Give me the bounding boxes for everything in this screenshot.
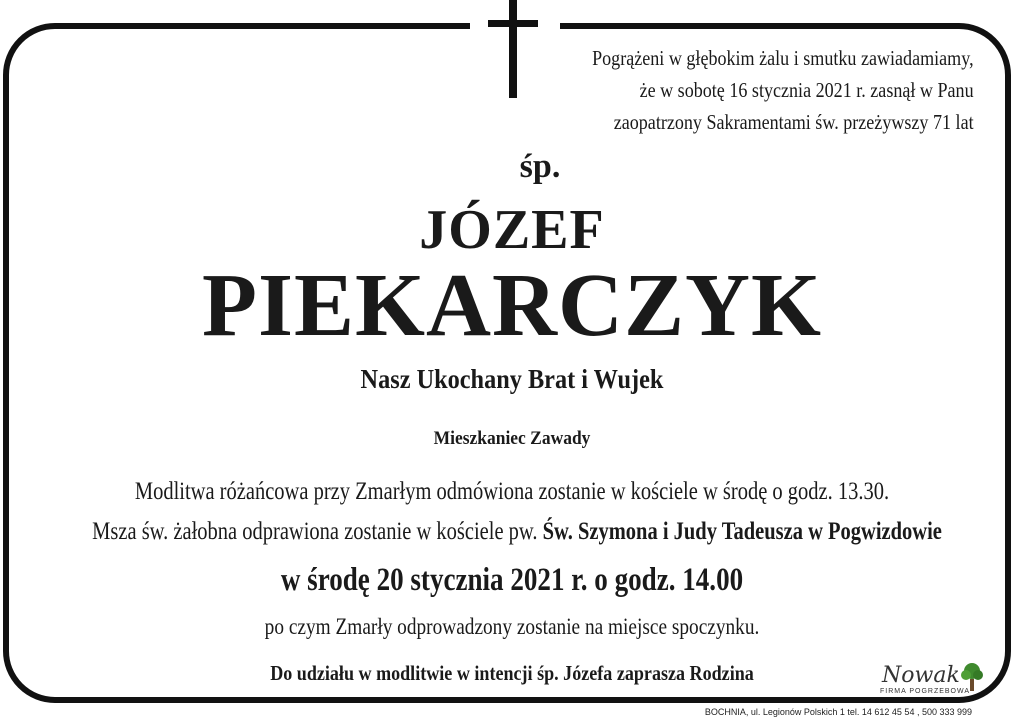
relation-line: Nasz Ukochany Brat i Wujek [360, 364, 664, 394]
residence-line: Mieszkaniec Zawady [433, 428, 591, 449]
invitation-line: Do udziału w modlitwie w intencji śp. Józefa zaprasza Rodzina [270, 661, 754, 685]
cross-icon [509, 0, 517, 98]
mass-church: Św. Szymona i Judy Tadeusza w Pogwizdowie [542, 518, 942, 545]
intro-line-2: że w sobotę 16 stycznia 2021 r. zasnął w Panu [639, 78, 974, 102]
funeral-datetime: w środę 20 stycznia 2021 r. o godz. 14.00 [280, 562, 744, 598]
mass-prefix: Msza św. żałobna odprawiona zostanie w kościele pw. [92, 518, 543, 545]
surname: PIEKARCZYK [201, 256, 823, 355]
cross-icon-bar [488, 20, 538, 27]
intro-text [592, 42, 974, 138]
funeral-home-logo [880, 663, 990, 699]
footer-contact: BOCHNIA, ul. Legionów Polskich 1 tel. 14 612 45 54 , 500 333 999 [704, 707, 972, 717]
intro-line-1: Pogrążeni w głębokim żalu i smutku zawiadamiamy, [592, 46, 974, 70]
rosary-info: Modlitwa różańcowa przy Zmarłym odmówiona zostanie w kościele w środę o godz. 13.30. [134, 478, 890, 505]
logo-subtitle: FIRMA POGRZEBOWA [880, 688, 971, 695]
burial-info: po czym Zmarły odprowadzony zostanie na miejsce spoczynku. [264, 614, 760, 639]
mass-info [92, 518, 942, 546]
intro-line-3: zaopatrzony Sakramentami św. przeżywszy 71 lat [614, 110, 974, 134]
first-name: JÓZEF [419, 199, 605, 261]
tree-icon [958, 661, 986, 691]
prefix-sp: śp. [519, 148, 561, 185]
logo-script: Nowak [882, 663, 960, 688]
